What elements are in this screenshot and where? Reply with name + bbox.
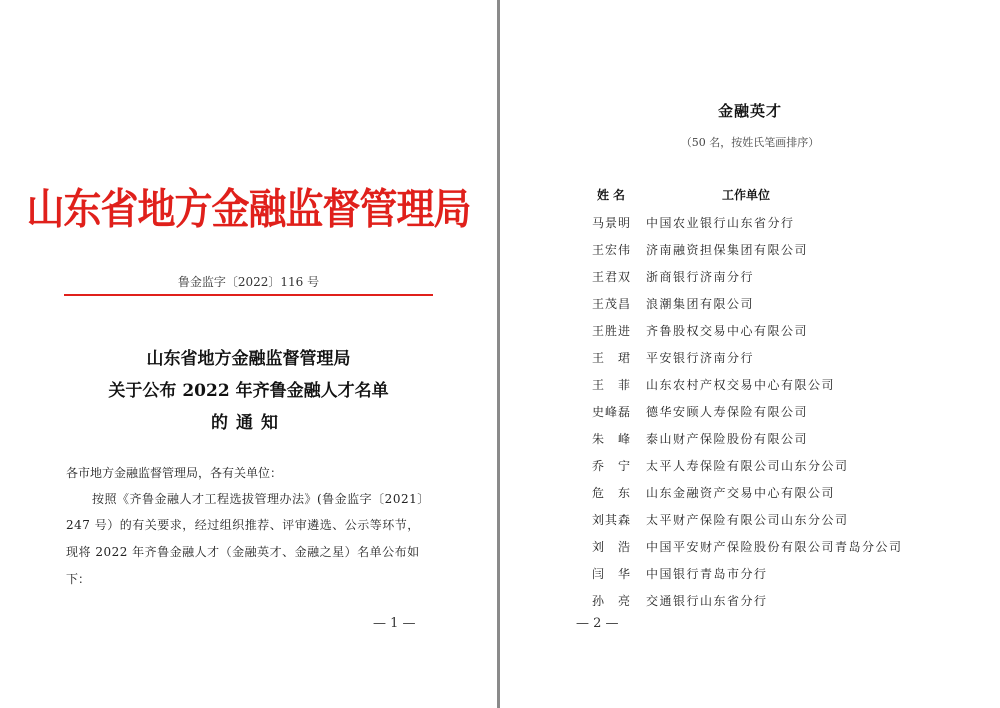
table-row: [500, 322, 1000, 349]
person-name: 刘 浩: [592, 540, 632, 554]
table-row: [500, 484, 1000, 511]
notice-title-line-2: 关于公布 2022 年齐鲁金融人才名单: [108, 381, 389, 401]
person-name: 危 东: [592, 486, 632, 500]
work-unit: 交通银行山东省分行: [646, 594, 768, 608]
table-row: [500, 457, 1000, 484]
table-row: [500, 376, 1000, 403]
notice-title-line-3: 的通知: [211, 413, 286, 433]
person-name: 史峰磊: [592, 405, 632, 419]
table-row: [500, 268, 1000, 295]
person-name: 刘其森: [592, 513, 632, 527]
work-unit: 太平人寿保险有限公司山东分公司: [646, 459, 849, 473]
person-name: 王胜进: [592, 324, 632, 338]
section-title: 金融英才: [717, 102, 782, 120]
notice-title-line-1: 山东省地方金融监督管理局: [146, 349, 351, 369]
table-row: [500, 403, 1000, 430]
section-subtitle: （50 名，按姓氏笔画排序）: [680, 136, 820, 149]
body-line-4: 下：: [66, 572, 91, 586]
document-number: 鲁金监字〔2022〕116 号: [177, 275, 320, 289]
person-name: 孙 亮: [592, 594, 632, 608]
work-unit: 平安银行济南分行: [646, 351, 755, 365]
work-unit: 中国农业银行山东省分行: [646, 216, 795, 230]
salutation: 各市地方金融监督管理局，各有关单位：: [66, 466, 283, 480]
person-name: 王茂昌: [592, 297, 632, 311]
work-unit: 德华安顾人寿保险有限公司: [646, 405, 809, 419]
page-number-2: — 2 —: [576, 616, 619, 631]
table-row: [500, 214, 1000, 241]
column-header-unit: 工作单位: [722, 188, 771, 202]
table-row: [500, 565, 1000, 592]
table-row: [500, 511, 1000, 538]
table-row: [500, 295, 1000, 322]
table-row: [500, 241, 1000, 268]
issuer-header: 山东省地方金融监督管理局: [26, 185, 471, 234]
person-name: 乔 宁: [592, 459, 632, 473]
person-name: 马景明: [592, 216, 632, 230]
person-name: 王君双: [592, 270, 632, 284]
work-unit: 浙商银行济南分行: [646, 270, 755, 284]
table-row: [500, 538, 1000, 565]
work-unit: 山东农村产权交易中心有限公司: [646, 378, 836, 392]
work-unit: 泰山财产保险股份有限公司: [646, 432, 809, 446]
table-row: [500, 349, 1000, 376]
person-name: 朱 峰: [592, 432, 632, 446]
page-number-1: — 1 —: [373, 616, 416, 631]
table-row: [500, 592, 1000, 619]
body-line-2: 247 号）的有关要求，经过组织推荐、评审遴选、公示等环节，: [66, 518, 420, 532]
work-unit: 济南融资担保集团有限公司: [646, 243, 809, 257]
work-unit: 浪潮集团有限公司: [646, 297, 755, 311]
person-name: 王 菲: [592, 378, 632, 392]
person-name: 王宏伟: [592, 243, 632, 257]
document-page-1: [0, 0, 497, 708]
column-header-name: 姓名: [597, 188, 630, 202]
work-unit: 中国平安财产保险股份有限公司青岛分公司: [646, 540, 903, 554]
document-page-2: [500, 0, 1000, 708]
body-line-1: 按照《齐鲁金融人才工程选拔管理办法》(鲁金监字〔2021〕: [92, 492, 430, 506]
person-name: 王 珺: [592, 351, 632, 365]
work-unit: 太平财产保险有限公司山东分公司: [646, 513, 849, 527]
work-unit: 山东金融资产交易中心有限公司: [646, 486, 836, 500]
person-name: 闫 华: [592, 567, 632, 581]
work-unit: 中国银行青岛市分行: [646, 567, 768, 581]
work-unit: 齐鲁股权交易中心有限公司: [646, 324, 809, 338]
body-line-3: 现将 2022 年齐鲁金融人才（金融英才、金融之星）名单公布如: [66, 545, 420, 559]
red-divider-line: [64, 294, 433, 296]
table-row: [500, 430, 1000, 457]
